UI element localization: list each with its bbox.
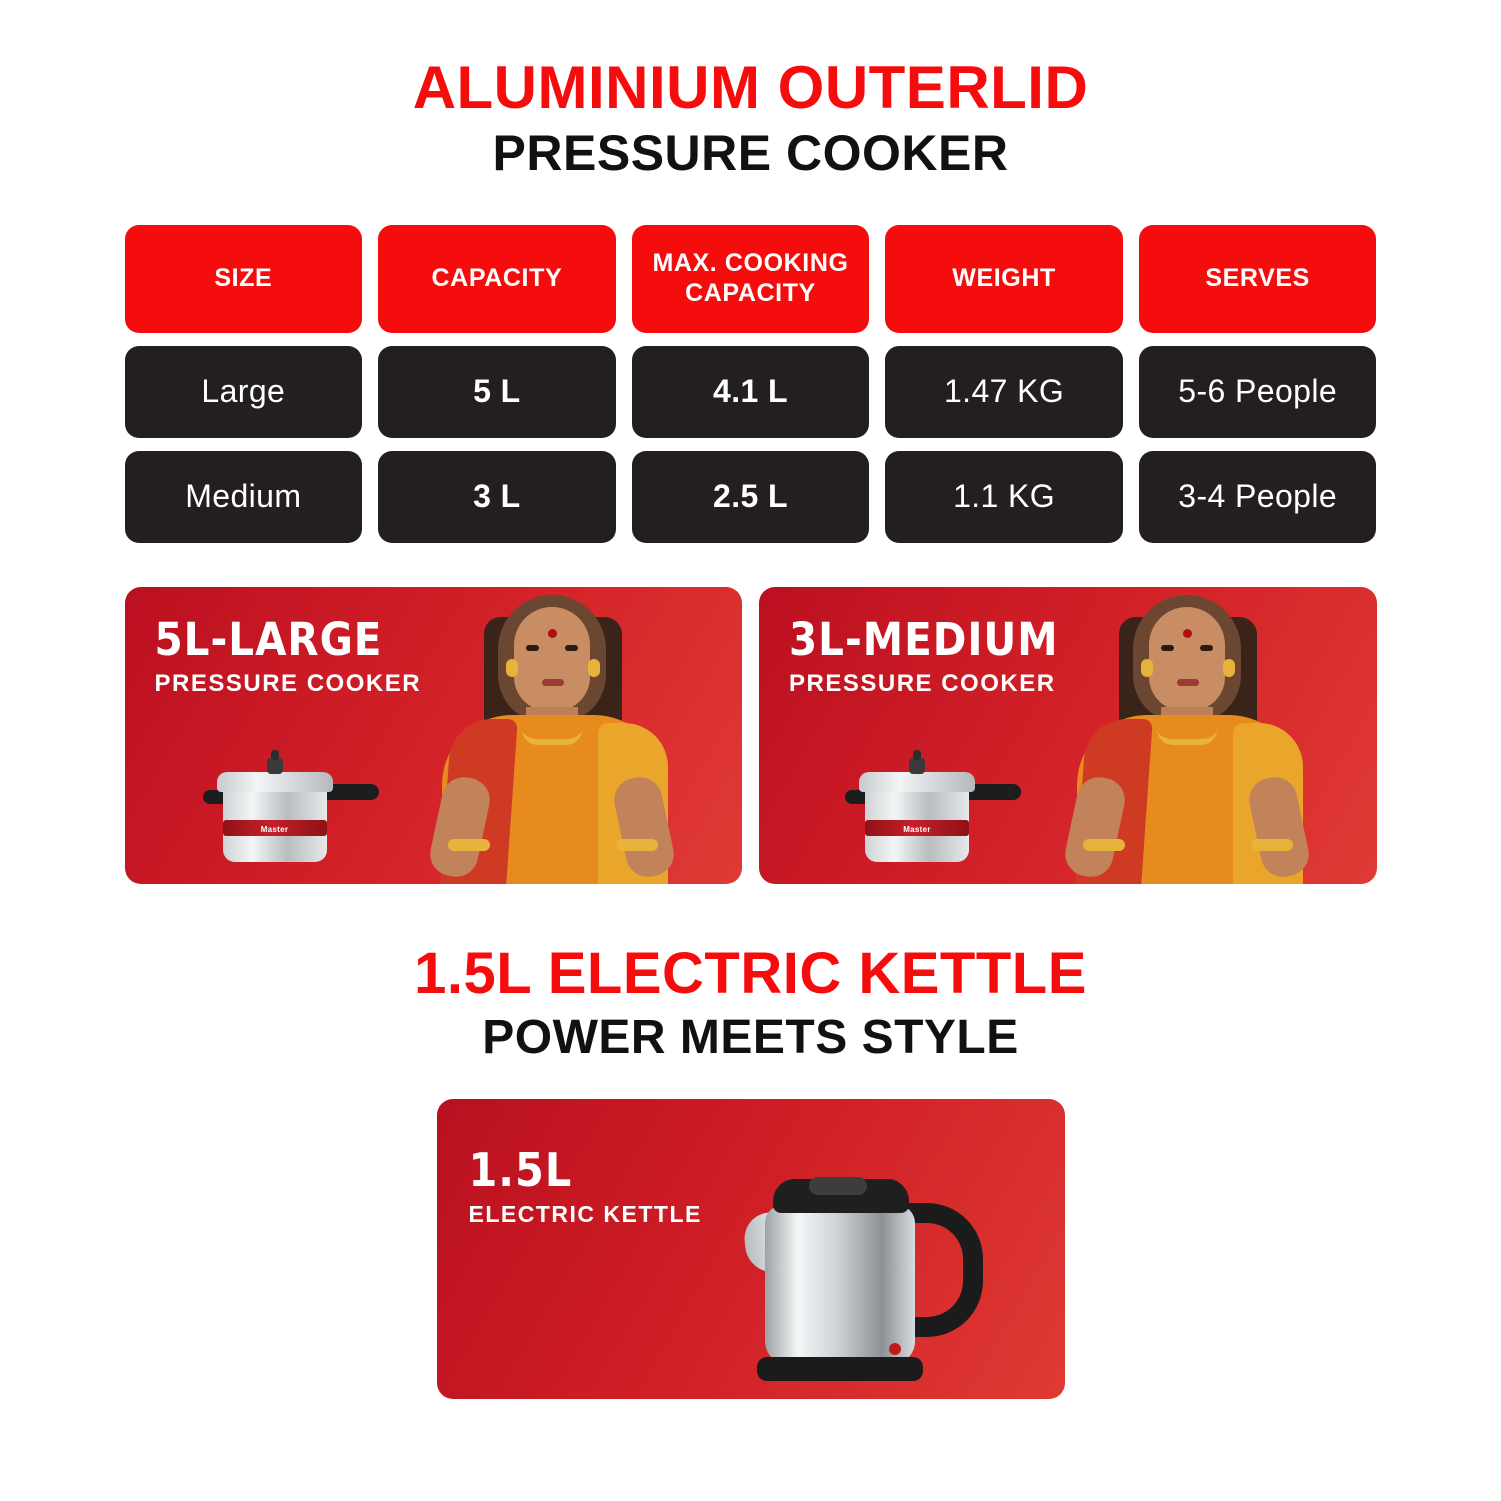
card-subtitle: PRESSURE COOKER	[154, 669, 422, 697]
bangle-left	[1083, 839, 1125, 851]
cell-weight-large: 1.47 KG	[885, 346, 1123, 438]
earring-right	[588, 659, 600, 677]
cell-serves-medium: 3-4 People	[1139, 451, 1377, 543]
model-photo	[1037, 587, 1337, 884]
card-title: 1.5L	[468, 1143, 573, 1198]
cell-size-medium: Medium	[125, 451, 363, 543]
face-shape	[1149, 607, 1225, 711]
card-subtitle: PRESSURE COOKER	[789, 669, 1056, 697]
earring-left	[1141, 659, 1153, 677]
cell-serves-large: 5-6 People	[1139, 346, 1377, 438]
cooker-lid	[217, 772, 333, 792]
bindi	[1183, 629, 1192, 638]
product-card-5l-large	[125, 587, 743, 884]
kettle-lid-knob	[809, 1177, 867, 1195]
card-text-block	[789, 612, 1059, 698]
eye-right	[1200, 645, 1213, 651]
model-photo	[402, 587, 702, 884]
pressure-cooker-image	[851, 758, 981, 862]
earring-right	[1223, 659, 1235, 677]
page-title	[0, 0, 1501, 183]
cell-max-capacity-medium: 2.5 L	[632, 451, 870, 543]
lips	[1177, 679, 1199, 686]
title-main: ALUMINIUM OUTERLID	[412, 54, 1089, 121]
specification-table	[125, 225, 1377, 543]
card-title: 3L-MEDIUM	[789, 612, 1059, 666]
lips	[542, 679, 564, 686]
title-subtitle: PRESSURE COOKER	[492, 125, 1009, 181]
bangle-left	[448, 839, 490, 851]
kettle-title-sub: POWER MEETS STYLE	[482, 1011, 1019, 1065]
product-card-electric-kettle	[437, 1099, 1065, 1399]
face-shape	[514, 607, 590, 711]
table-header-row	[125, 225, 1377, 333]
pressure-cooker-image	[209, 746, 355, 862]
bindi	[548, 629, 557, 638]
cell-size-large: Large	[125, 346, 363, 438]
cooker-lid	[859, 772, 975, 792]
kettle-body	[765, 1205, 915, 1365]
column-header-weight: WEIGHT	[885, 225, 1123, 333]
cell-weight-medium: 1.1 KG	[885, 451, 1123, 543]
kettle-title-main: 1.5L ELECTRIC KETTLE	[414, 940, 1087, 1006]
cooker-brand-label: Master	[260, 824, 289, 834]
column-header-serves: SERVES	[1139, 225, 1377, 333]
card-text-block	[154, 612, 422, 698]
kettle-power-indicator	[889, 1343, 901, 1355]
earring-left	[506, 659, 518, 677]
eye-left	[1161, 645, 1174, 651]
electric-kettle-image	[739, 1131, 1009, 1381]
necklace	[522, 729, 582, 745]
necklace	[1157, 729, 1217, 745]
column-header-size: SIZE	[125, 225, 363, 333]
cooker-brand-label: Master	[903, 824, 931, 834]
table-row	[125, 346, 1377, 438]
cooker-knob	[909, 758, 925, 774]
cooker-knob	[267, 758, 283, 774]
product-cards-row	[125, 587, 1377, 884]
kettle-section-title	[0, 940, 1501, 1066]
table-row	[125, 451, 1377, 543]
card-title: 5L-LARGE	[154, 612, 383, 666]
kettle-card-wrapper	[0, 1099, 1501, 1399]
eye-left	[526, 645, 539, 651]
product-card-3l-medium	[759, 587, 1377, 884]
card-text-block	[468, 1143, 702, 1228]
cooker-pressure-weight	[913, 750, 921, 760]
bangle-right	[616, 839, 658, 851]
eye-right	[565, 645, 578, 651]
column-header-max-cooking-capacity: MAX. COOKING CAPACITY	[632, 225, 870, 333]
cell-max-capacity-large: 4.1 L	[632, 346, 870, 438]
column-header-capacity: CAPACITY	[378, 225, 616, 333]
kettle-base	[757, 1357, 923, 1381]
bangle-right	[1251, 839, 1293, 851]
cell-capacity-medium: 3 L	[378, 451, 616, 543]
cell-capacity-large: 5 L	[378, 346, 616, 438]
card-subtitle: ELECTRIC KETTLE	[468, 1201, 702, 1228]
cooker-pressure-weight	[271, 750, 279, 760]
